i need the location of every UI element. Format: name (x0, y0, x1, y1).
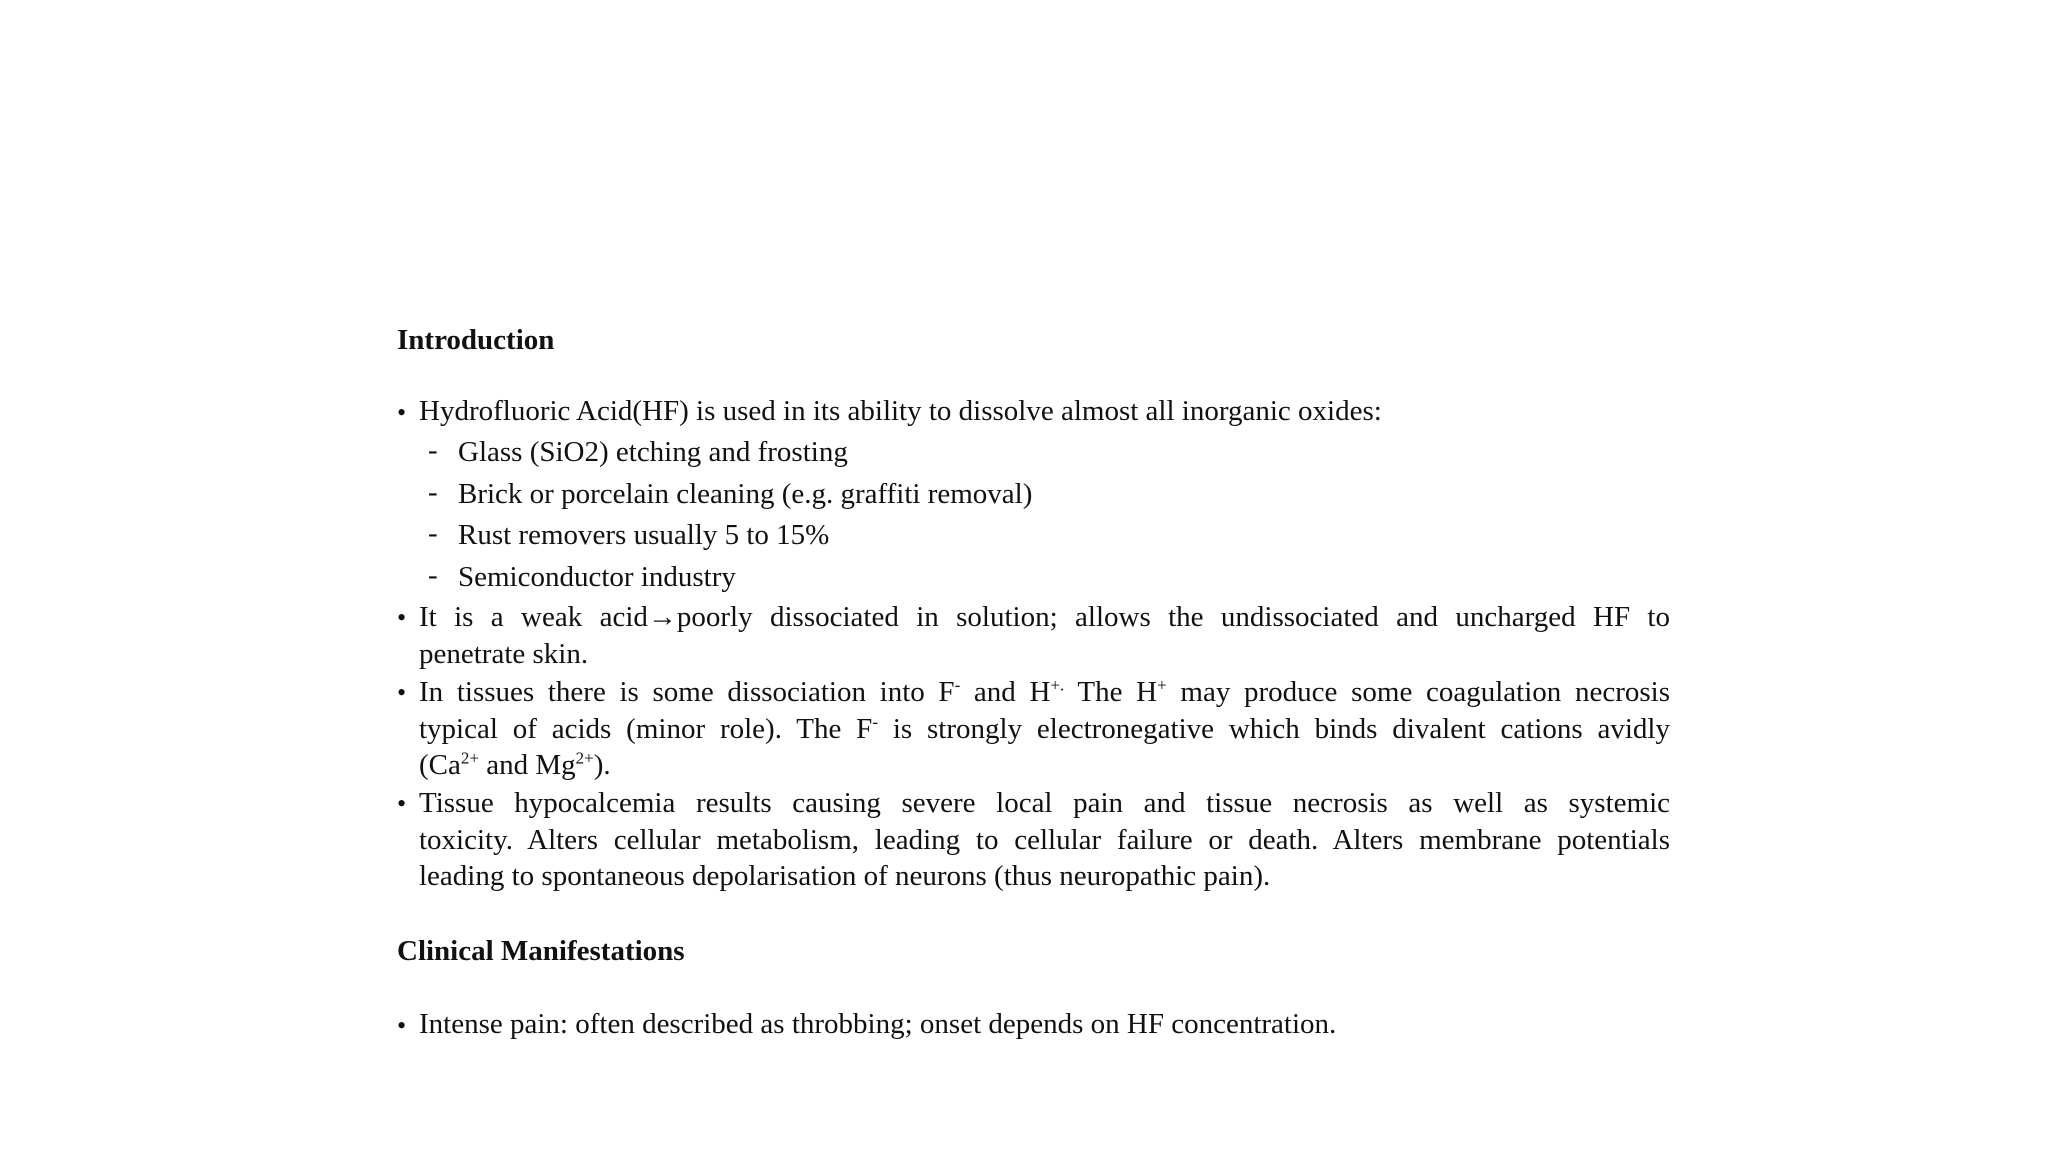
use-list-item: Glass (SiO2) etching and frosting (458, 436, 848, 468)
paragraph-line: It is a weak acid→poorly dissociated in solution; allows the undissociated and uncharged HF to (419, 601, 1670, 633)
text-run: may produce some coagulation necrosis (1166, 676, 1670, 708)
superscript: + (1157, 675, 1167, 695)
dash-icon: - (428, 476, 438, 508)
text-run: and H (960, 676, 1051, 708)
dash-icon: - (428, 434, 438, 466)
text-run: In tissues there is some dissociation into F (419, 676, 955, 708)
bullet-icon: • (397, 678, 407, 707)
superscript: - (872, 711, 878, 731)
text-run: and Mg (478, 749, 576, 781)
clinical-bullet-1-text: Intense pain: often described as throbbing; onset depends on HF concentration. (419, 1008, 1337, 1040)
superscript: 2+ (460, 748, 479, 768)
text-run: is strongly electronegative which binds divalent cations avidly (877, 712, 1670, 745)
intro-bullet-1-text: Hydrofluoric Acid(HF) is used in its ability to dissolve almost all inorganic oxides: (419, 395, 1382, 427)
dash-icon: - (428, 517, 438, 549)
paragraph-line: toxicity. Alters cellular metabolism, leading to cellular failure or death. Alters membrane potentials (419, 823, 1670, 856)
dash-icon: - (428, 559, 438, 591)
superscript: +. (1050, 675, 1065, 695)
bullet-icon: • (397, 603, 407, 632)
bullet-icon: • (397, 789, 407, 818)
paragraph-line: Tissue hypocalcemia results causing severe local pain and tissue necrosis as well as systemic (419, 787, 1670, 819)
intro-bullet-2-paragraph (419, 599, 1670, 672)
use-list-item: Rust removers usually 5 to 15% (458, 519, 830, 551)
paragraph-line: penetrate skin. (419, 637, 589, 670)
bullet-icon: • (397, 1011, 407, 1040)
use-list-item: Semiconductor industry (458, 561, 736, 593)
section-heading-introduction: Introduction (397, 324, 555, 356)
superscript: - (954, 675, 961, 695)
bullet-icon: • (397, 398, 407, 427)
use-list-item: Brick or porcelain cleaning (e.g. graffiti removal) (458, 478, 1033, 510)
intro-bullet-3-paragraph (419, 674, 1670, 784)
paragraph-line: leading to spontaneous depolarisation of neurons (thus neuropathic pain). (419, 860, 1271, 892)
intro-bullet-4-paragraph (419, 785, 1670, 895)
section-heading-clinical-manifestations: Clinical Manifestations (397, 935, 685, 967)
text-run: ). (593, 749, 611, 781)
superscript: 2+ (575, 748, 594, 768)
text-run: typical of acids (minor role). The F (419, 712, 873, 745)
paragraph-line (419, 674, 1670, 711)
text-run: (Ca (419, 749, 461, 781)
text-run: The H (1064, 676, 1158, 708)
paragraph-line (419, 711, 1670, 748)
paragraph-line (419, 747, 1670, 784)
